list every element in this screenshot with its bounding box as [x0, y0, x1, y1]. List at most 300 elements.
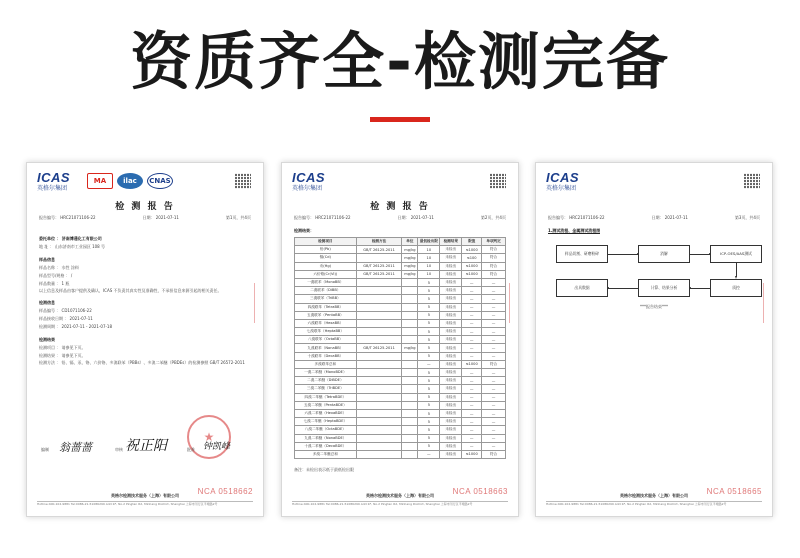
- table-cell: 六价铬(Cr(VI)): [295, 270, 357, 278]
- table-cell: [402, 418, 418, 426]
- table-row: [295, 262, 506, 270]
- table-cell: —: [482, 344, 506, 352]
- table-header-row: [295, 238, 506, 246]
- table-cell: —: [418, 360, 440, 368]
- table-cell: —: [462, 344, 482, 352]
- table-cell: 5: [418, 418, 440, 426]
- body-line: 检测方法 ： 铅、镉、汞、铬、六价铬、多溴联苯（PBBs）、多溴二苯醚（PBDEs）的检测参照 GB/T 26572-2011: [39, 360, 245, 365]
- report-date: 日期： 2021-07-11: [651, 215, 688, 220]
- nca-serial: NCA 0518662: [197, 487, 253, 496]
- table-cell: 未检出: [440, 377, 462, 385]
- footer-company: 英格尔检测技术服务（上海）有限公司: [620, 493, 688, 498]
- table-cell: —: [462, 295, 482, 303]
- logo-text: ICAS: [546, 170, 580, 185]
- table-cell: 多溴联苯总和: [295, 360, 357, 368]
- table-row: [295, 442, 506, 450]
- table-cell: 未检出: [440, 311, 462, 319]
- table-cell: [402, 409, 418, 417]
- side-mark: [763, 283, 769, 323]
- table-cell: [356, 369, 402, 377]
- table-cell: —: [462, 385, 482, 393]
- table-cell: mg/kg: [402, 344, 418, 352]
- table-cell: 未检出: [440, 442, 462, 450]
- body-line: 以上信息及样品由客户提供及确认，ICAS 不负责其真实性及准确性，不承担信息来源引起的相关责任。: [39, 288, 222, 293]
- page-number: 第1页，共4页: [225, 215, 251, 220]
- table-cell: —: [482, 311, 506, 319]
- table-row: [295, 287, 506, 295]
- table-cell: —: [462, 434, 482, 442]
- signature: 钟凯峰: [203, 442, 231, 452]
- footer-company: 英格尔检测技术服务（上海）有限公司: [111, 493, 179, 498]
- table-cell: 符合: [482, 450, 506, 458]
- table-row: [295, 418, 506, 426]
- table-cell: —: [462, 409, 482, 417]
- flow-arrow-icon: [690, 254, 710, 255]
- table-cell: [356, 393, 402, 401]
- table-cell: —: [482, 369, 506, 377]
- table-cell: 符合: [482, 246, 506, 254]
- table-cell: —: [462, 377, 482, 385]
- table-cell: —: [482, 377, 506, 385]
- table-cell: 未检出: [440, 278, 462, 286]
- report-page-3[interactable]: [535, 162, 773, 517]
- footer-address: Hotline:400-102-9881 Tel:0086-21-51086299 Add:1F, No.2 Pingtan Rd, Minhang District, Shanghai 上海市闵行区平塘路2号: [37, 502, 218, 506]
- table-cell: [402, 369, 418, 377]
- table-cell: [402, 278, 418, 286]
- table-cell: —: [462, 303, 482, 311]
- table-cell: 五溴二苯醚（PentaBDE）: [295, 401, 357, 409]
- table-cell: 5: [418, 442, 440, 450]
- table-row: [295, 409, 506, 417]
- table-cell: [402, 328, 418, 336]
- table-cell: —: [462, 426, 482, 434]
- table-cell: GB/T 26125-2011: [356, 344, 402, 352]
- table-cell: 5: [418, 369, 440, 377]
- table-cell: [356, 401, 402, 409]
- body-line: 样品名称 ： 水性 涂料: [39, 265, 79, 270]
- table-cell: [402, 377, 418, 385]
- footer-company: 英格尔检测技术服务（上海）有限公司: [366, 493, 434, 498]
- table-cell: 10: [418, 246, 440, 254]
- logo-text: ICAS: [292, 170, 326, 185]
- table-cell: 汞(Hg): [295, 262, 357, 270]
- headline: 资质齐全-检测完备: [130, 25, 670, 98]
- table-cell: GB/T 26125-2011: [356, 246, 402, 254]
- body-line: 检测周期 ： 2021-07-11 - 2021-07-18: [39, 324, 113, 329]
- table-cell: —: [462, 442, 482, 450]
- table-cell: 未检出: [440, 418, 462, 426]
- table-header-cell: 单位: [402, 238, 418, 246]
- table-cell: 未检出: [440, 336, 462, 344]
- table-cell: 10: [418, 262, 440, 270]
- table-cell: 二溴二苯醚（DiBDE）: [295, 377, 357, 385]
- table-cell: 5: [418, 393, 440, 401]
- table-cell: [356, 254, 402, 262]
- table-cell: ≤1000: [462, 246, 482, 254]
- report-page-2[interactable]: [281, 162, 519, 517]
- table-cell: 5: [418, 319, 440, 327]
- table-row: [295, 278, 506, 286]
- table-header-cell: 检测项目: [295, 238, 357, 246]
- table-cell: [356, 311, 402, 319]
- side-mark: [254, 283, 260, 323]
- table-cell: [356, 426, 402, 434]
- table-cell: —: [482, 303, 506, 311]
- table-cell: [356, 442, 402, 450]
- flow-arrow-icon: [608, 254, 638, 255]
- report-title: 检 测 报 告: [370, 202, 430, 212]
- table-cell: 八溴二苯醚（OctaBDE）: [295, 426, 357, 434]
- table-cell: 未检出: [440, 254, 462, 262]
- body-line: 委托单位 ： 济南博通化工有限公司: [39, 236, 102, 241]
- table-cell: mg/kg: [402, 270, 418, 278]
- table-cell: —: [462, 418, 482, 426]
- table-cell: [356, 303, 402, 311]
- page-number: 第3页，共4页: [734, 215, 760, 220]
- report-number: 报告编号： HRC21071106-22: [294, 215, 351, 220]
- table-cell: [402, 401, 418, 409]
- table-cell: 未检出: [440, 319, 462, 327]
- logo-text: ICAS: [37, 170, 71, 185]
- table-cell: [356, 377, 402, 385]
- flow-step-prep: 样品切割、研磨粉碎: [556, 245, 608, 263]
- table-cell: mg/kg: [402, 254, 418, 262]
- table-cell: 未检出: [440, 450, 462, 458]
- table-cell: 未检出: [440, 328, 462, 336]
- table-cell: ≤1000: [462, 262, 482, 270]
- table-cell: —: [482, 418, 506, 426]
- section-title: 检测结果：: [294, 228, 314, 233]
- table-cell: 铅(Pb): [295, 246, 357, 254]
- table-cell: 5: [418, 409, 440, 417]
- table-cell: 六溴二苯醚（HexaBDE）: [295, 409, 357, 417]
- table-row: [295, 328, 506, 336]
- table-cell: 10: [418, 270, 440, 278]
- table-cell: —: [482, 401, 506, 409]
- table-cell: 一溴联苯（MonoBB）: [295, 278, 357, 286]
- table-cell: 符合: [482, 270, 506, 278]
- table-cell: ≤1000: [462, 270, 482, 278]
- table-cell: [356, 278, 402, 286]
- table-cell: mg/kg: [402, 246, 418, 254]
- report-page-1[interactable]: [26, 162, 264, 517]
- table-cell: [402, 360, 418, 368]
- process-flowchart: [536, 163, 772, 516]
- table-cell: —: [462, 336, 482, 344]
- table-cell: 5: [418, 311, 440, 319]
- table-cell: —: [462, 287, 482, 295]
- table-cell: 四溴联苯（TetraBB）: [295, 303, 357, 311]
- table-cell: GB/T 26125-2011: [356, 270, 402, 278]
- report-date: 日期： 2021-07-11: [397, 215, 434, 220]
- table-cell: [402, 442, 418, 450]
- certification-marks: [87, 173, 173, 189]
- table-cell: 5: [418, 401, 440, 409]
- flow-step-qc: 质控: [710, 279, 762, 297]
- body-line: 样品数量 ： 1 瓶: [39, 281, 70, 286]
- flow-step-calc: 计算、结果分析: [638, 279, 690, 297]
- table-cell: 十溴联苯（DecaBB）: [295, 352, 357, 360]
- table-cell: 符合: [482, 254, 506, 262]
- table-cell: [402, 352, 418, 360]
- table-row: [295, 401, 506, 409]
- table-cell: 六溴联苯（HexaBB）: [295, 319, 357, 327]
- accent-divider: [370, 117, 430, 122]
- table-cell: 未检出: [440, 295, 462, 303]
- table-cell: [402, 393, 418, 401]
- table-cell: —: [462, 352, 482, 360]
- flow-step-digest: 消解: [638, 245, 690, 263]
- table-cell: 10: [418, 254, 440, 262]
- icas-logo: [292, 171, 325, 193]
- table-row: [295, 311, 506, 319]
- table-cell: 未检出: [440, 409, 462, 417]
- table-cell: [356, 450, 402, 458]
- table-cell: 三溴联苯（TriBB）: [295, 295, 357, 303]
- table-row: [295, 450, 506, 458]
- table-cell: [356, 295, 402, 303]
- table-cell: —: [482, 385, 506, 393]
- nca-serial: NCA 0518663: [452, 487, 508, 496]
- side-mark: [509, 283, 515, 323]
- table-cell: 十溴二苯醚（DecaBDE）: [295, 442, 357, 450]
- table-cell: 符合: [482, 360, 506, 368]
- logo-subtext: 英格尔集团: [292, 185, 323, 192]
- table-cell: 5: [418, 385, 440, 393]
- table-cell: [356, 385, 402, 393]
- report-footer: [37, 493, 253, 507]
- logo-subtext: 英格尔集团: [546, 185, 577, 192]
- cnas-mark-icon: CNAS: [147, 173, 173, 189]
- report-number: 报告编号： HRC21071106-22: [548, 215, 605, 220]
- signature: 祝正阳: [125, 438, 167, 454]
- table-cell: 未检出: [440, 303, 462, 311]
- table-cell: 七溴联苯（HeptaBB）: [295, 328, 357, 336]
- table-cell: —: [482, 319, 506, 327]
- table-row: [295, 254, 506, 262]
- footer-address: Hotline:400-102-9881 Tel:0086-21-51086299 Add:1F, No.2 Pingtan Rd, Minhang District, Shanghai 上海市闵行区平塘路2号: [546, 502, 727, 506]
- table-cell: 5: [418, 434, 440, 442]
- table-cell: 未检出: [440, 434, 462, 442]
- table-cell: 未检出: [440, 401, 462, 409]
- table-cell: [402, 311, 418, 319]
- table-cell: 5: [418, 278, 440, 286]
- report-number: 报告编号： HRC21071106-22: [39, 215, 96, 220]
- nca-serial: NCA 0518665: [706, 487, 762, 496]
- table-cell: —: [482, 393, 506, 401]
- table-cell: —: [418, 450, 440, 458]
- table-cell: —: [462, 311, 482, 319]
- table-cell: ≤100: [462, 254, 482, 262]
- table-cell: 5: [418, 344, 440, 352]
- table-cell: 5: [418, 295, 440, 303]
- table-cell: 未检出: [440, 287, 462, 295]
- body-line: 检测项目 ： 请参见下页。: [39, 345, 86, 350]
- table-cell: 五溴联苯（PentaBB）: [295, 311, 357, 319]
- body-line: 地 址 ： 山东济南市工业园区 108 号: [39, 244, 105, 249]
- table-cell: —: [462, 401, 482, 409]
- flow-step-data: 出具数据: [556, 279, 608, 297]
- table-cell: 5: [418, 328, 440, 336]
- body-line: 样品型号/规格 ： /: [39, 273, 73, 278]
- table-cell: —: [482, 295, 506, 303]
- report-end-note: ***报告结束***: [640, 304, 668, 309]
- table-row: [295, 336, 506, 344]
- table-cell: 八溴联苯（OctaBB）: [295, 336, 357, 344]
- flow-arrow-icon: [690, 288, 710, 289]
- signature: 翁蔷蔷: [59, 441, 92, 454]
- table-cell: 三溴二苯醚（TriBDE）: [295, 385, 357, 393]
- body-line: 样品编号 ： CD1071106-22: [39, 308, 92, 313]
- table-cell: —: [462, 369, 482, 377]
- table-cell: [356, 352, 402, 360]
- table-cell: 未检出: [440, 360, 462, 368]
- body-line: 检测信息: [39, 300, 55, 305]
- sign-label: 审核: [115, 447, 123, 452]
- ilac-mark-icon: ilac: [117, 173, 143, 189]
- table-cell: ≤1000: [462, 450, 482, 458]
- table-cell: —: [482, 287, 506, 295]
- table-cell: 5: [418, 377, 440, 385]
- table-cell: 未检出: [440, 385, 462, 393]
- table-cell: —: [482, 352, 506, 360]
- table-row: [295, 246, 506, 254]
- table-cell: 5: [418, 287, 440, 295]
- icas-logo: [37, 171, 70, 193]
- table-cell: 四溴二苯醚（TetraBDE）: [295, 393, 357, 401]
- body-line: 检测结果 ： 请参见下页。: [39, 353, 86, 358]
- table-cell: 5: [418, 352, 440, 360]
- table-cell: 镉(Cd): [295, 254, 357, 262]
- table-cell: [356, 434, 402, 442]
- flow-arrow-icon: [608, 288, 638, 289]
- table-cell: [402, 287, 418, 295]
- flow-arrow-icon: [736, 263, 737, 277]
- table-cell: 多溴二苯醚总和: [295, 450, 357, 458]
- report-title: 检 测 报 告: [115, 202, 175, 212]
- table-cell: 二溴联苯（DiBB）: [295, 287, 357, 295]
- table-cell: 未检出: [440, 262, 462, 270]
- table-row: [295, 360, 506, 368]
- table-cell: 未检出: [440, 426, 462, 434]
- table-row: [295, 377, 506, 385]
- table-cell: —: [482, 434, 506, 442]
- table-cell: 七溴二苯醚（HeptaBDE）: [295, 418, 357, 426]
- table-cell: —: [482, 278, 506, 286]
- table-cell: [402, 336, 418, 344]
- page-number: 第2页，共4页: [480, 215, 506, 220]
- table-cell: [402, 450, 418, 458]
- table-cell: 符合: [482, 262, 506, 270]
- table-cell: —: [482, 409, 506, 417]
- table-row: [295, 295, 506, 303]
- table-cell: [402, 303, 418, 311]
- table-cell: mg/kg: [402, 262, 418, 270]
- table-cell: [402, 319, 418, 327]
- report-footer: [546, 493, 762, 507]
- table-cell: —: [482, 336, 506, 344]
- report-footer: [292, 493, 508, 507]
- table-row: [295, 344, 506, 352]
- table-row: [295, 385, 506, 393]
- table-note: 备注：未检出表示低于最低检出限: [294, 467, 354, 472]
- body-line: 样品信息: [39, 257, 55, 262]
- qr-code-icon: [235, 173, 251, 189]
- table-cell: —: [482, 426, 506, 434]
- table-cell: 未检出: [440, 393, 462, 401]
- logo-subtext: 英格尔集团: [37, 185, 68, 192]
- table-cell: [356, 418, 402, 426]
- table-cell: [356, 328, 402, 336]
- report-meta: [294, 215, 506, 221]
- table-row: [295, 369, 506, 377]
- table-header-cell: 检测方法: [356, 238, 402, 246]
- table-cell: —: [482, 328, 506, 336]
- table-header-cell: 单项判定: [482, 238, 506, 246]
- table-cell: 未检出: [440, 352, 462, 360]
- qr-code-icon: [490, 173, 506, 189]
- table-cell: —: [462, 319, 482, 327]
- footer-address: Hotline:400-102-9881 Tel:0086-21-51086299 Add:1F, No.2 Pingtan Rd, Minhang District, Shanghai 上海市闵行区平塘路2号: [292, 502, 473, 506]
- sign-label: 编制: [41, 447, 49, 452]
- table-row: [295, 426, 506, 434]
- table-row: [295, 319, 506, 327]
- table-cell: 未检出: [440, 369, 462, 377]
- section-title: 1.测试流程、金属测试流程图: [548, 228, 601, 233]
- report-body: [39, 235, 251, 366]
- table-cell: 5: [418, 426, 440, 434]
- sign-label: 批准: [187, 447, 195, 452]
- table-cell: [356, 319, 402, 327]
- flow-step-icp: ICP-OES/AAS测试: [710, 245, 762, 263]
- table-cell: [356, 409, 402, 417]
- table-cell: [356, 287, 402, 295]
- table-cell: ≤1000: [462, 360, 482, 368]
- table-header-cell: 检测结果: [440, 238, 462, 246]
- results-table: [294, 237, 506, 459]
- table-cell: —: [482, 442, 506, 450]
- table-cell: 未检出: [440, 246, 462, 254]
- table-header-cell: 最低检出限: [418, 238, 440, 246]
- table-cell: GB/T 26125-2011: [356, 262, 402, 270]
- table-cell: —: [462, 278, 482, 286]
- table-row: [295, 303, 506, 311]
- table-cell: 未检出: [440, 270, 462, 278]
- table-header-cell: 限值: [462, 238, 482, 246]
- table-row: [295, 352, 506, 360]
- table-cell: 未检出: [440, 344, 462, 352]
- table-cell: 九溴联苯（NonaBB）: [295, 344, 357, 352]
- body-line: 样品接收日期 ： 2021-07-11: [39, 316, 93, 321]
- table-row: [295, 434, 506, 442]
- table-cell: 5: [418, 303, 440, 311]
- report-meta: [39, 215, 251, 221]
- table-cell: [402, 295, 418, 303]
- body-line: 检测结果: [39, 337, 55, 342]
- table-cell: [402, 385, 418, 393]
- table-cell: 一溴二苯醚（MonoBDE）: [295, 369, 357, 377]
- table-row: [295, 393, 506, 401]
- report-date: 日期： 2021-07-11: [142, 215, 179, 220]
- table-cell: —: [462, 393, 482, 401]
- table-cell: —: [462, 328, 482, 336]
- ma-mark-icon: MA: [87, 173, 113, 189]
- table-row: [295, 270, 506, 278]
- table-cell: [402, 434, 418, 442]
- table-cell: 九溴二苯醚（NonaBDE）: [295, 434, 357, 442]
- table-cell: 5: [418, 336, 440, 344]
- table-cell: [356, 336, 402, 344]
